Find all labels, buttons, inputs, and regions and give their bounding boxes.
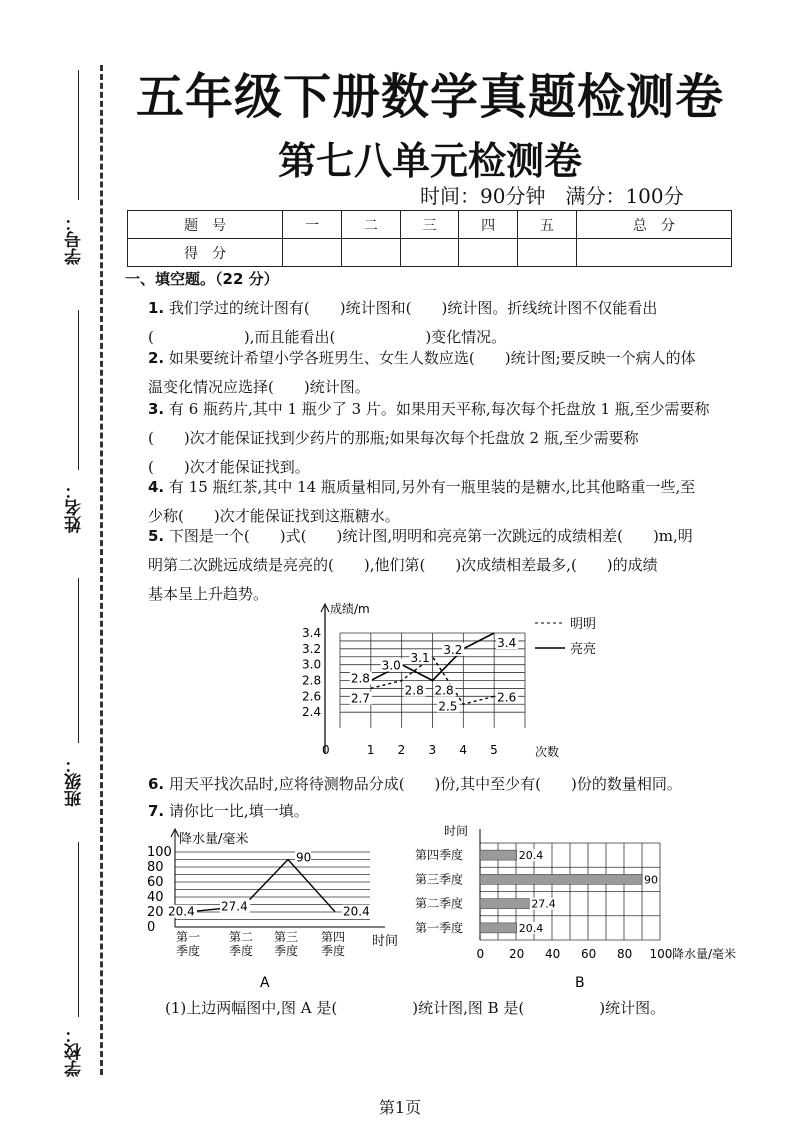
score-input-cell[interactable] — [459, 239, 518, 267]
question-text: 基本呈上升趋势。 — [148, 585, 269, 603]
point-label: 20.4 — [343, 904, 370, 919]
exam-title: 五年级下册数学真题检测卷 — [135, 69, 724, 125]
y-tick-label: 2.6 — [302, 689, 322, 704]
x-tick-label: 季度 — [274, 944, 299, 958]
x-tick-label: 80 — [617, 947, 633, 961]
x-tick-label: 3 — [428, 743, 437, 757]
y-tick-label: 3.4 — [302, 626, 322, 640]
name-label: 姓名： — [65, 482, 85, 534]
y-tick-label: 40 — [147, 890, 164, 905]
question-text: ( )次才能保证找到。 — [148, 458, 310, 476]
question-2 — [148, 344, 738, 402]
point-label: 2.6 — [497, 690, 517, 705]
school-line — [78, 842, 79, 1017]
y-tick-label: 第二季度 — [415, 896, 464, 911]
class-line — [78, 578, 79, 743]
x-axis-label: 时间 — [372, 934, 399, 949]
point-label: 90 — [296, 850, 312, 865]
question-7-1 — [165, 994, 755, 1023]
bar-value-label: 20.4 — [518, 921, 544, 935]
long-jump-line-chart — [300, 598, 630, 768]
score-cell: 题 号 — [128, 211, 283, 239]
question-text: ( ),而且能看出( )变化情况。 — [148, 328, 507, 346]
point-label: 2.8 — [404, 683, 424, 698]
y-tick-label: 第一季度 — [415, 920, 464, 935]
y-tick-label: 80 — [147, 860, 164, 875]
y-tick-label: 2.8 — [302, 673, 322, 688]
x-tick-label: 100 — [649, 947, 673, 961]
point-label: 3.2 — [443, 642, 463, 657]
point-label: 2.8 — [434, 683, 454, 698]
student-no-label: 学号： — [65, 214, 85, 266]
binding-dashed-line — [100, 65, 103, 1075]
x-tick-label: 季度 — [321, 944, 346, 958]
x-tick-label: 第二 — [229, 930, 254, 944]
score-input-cell[interactable] — [400, 239, 459, 267]
x-tick-label: 5 — [490, 743, 498, 757]
score-cell: 总 分 — [576, 211, 731, 239]
question-text: (1)上边两幅图中,图 A 是( )统计图,图 B 是( )统计图。 — [165, 999, 666, 1017]
point-label: 3.0 — [381, 658, 401, 673]
point-label: 2.8 — [350, 671, 370, 686]
y-tick-label: 3.0 — [302, 657, 322, 672]
question-text: 用天平找次品时,应将待测物品分成( )份,其中至少有( )份的数量相同。 — [168, 775, 682, 793]
y-tick-label: 2.4 — [302, 705, 322, 720]
point-label: 3.4 — [497, 636, 517, 650]
y-tick-label: 20 — [147, 905, 164, 920]
score-input-cell[interactable] — [341, 239, 400, 267]
question-text: 如果要统计希望小学各班男生、女生人数应选( )统计图;要反映一个病人的体 — [168, 349, 696, 367]
score-cell: 四 — [459, 211, 518, 239]
bar-value-label: 90 — [644, 873, 658, 887]
question-number: 5. — [148, 527, 165, 545]
bar — [480, 899, 529, 909]
question-text: 我们学过的统计图有( )统计图和( )统计图。折线统计图不仅能看出 — [168, 299, 658, 317]
question-number: 7. — [148, 802, 165, 820]
question-text: 下图是一个( )式( )统计图,明明和亮亮第一次跳远的成绩相差( )m,明 — [168, 527, 693, 545]
bar — [480, 923, 517, 933]
x-tick-label: 季度 — [229, 944, 254, 958]
question-text: ( )次才能保证找到少药片的那瓶;如果每次每个托盘放 2 瓶,至少需要称 — [148, 429, 639, 447]
question-number: 2. — [148, 349, 165, 367]
x-tick-label: 60 — [581, 947, 597, 961]
point-label: 2.5 — [438, 699, 458, 714]
bar — [480, 874, 642, 884]
point-label: 27.4 — [221, 899, 248, 914]
score-input-cell[interactable] — [283, 239, 342, 267]
legend-label: 亮亮 — [570, 642, 597, 657]
question-7 — [148, 797, 738, 826]
x-tick-label: 1 — [366, 743, 375, 757]
name-line — [78, 310, 79, 470]
question-text: 温变化情况应选择( )统计图。 — [148, 378, 370, 396]
chart-caption: A — [260, 975, 270, 991]
y-tick-label: 第三季度 — [415, 872, 464, 887]
score-cell: 三 — [400, 211, 459, 239]
bar — [480, 850, 517, 860]
x-axis-label: 降水量/毫米 — [672, 947, 737, 961]
x-tick-label: 2 — [397, 743, 406, 757]
question-number: 3. — [148, 400, 165, 418]
question-text: 有 15 瓶红茶,其中 14 瓶质量相同,另外有一瓶里装的是糖水,比其他略重一些,至 — [168, 478, 696, 496]
question-number: 1. — [148, 299, 165, 317]
x-tick-label: 第三 — [274, 930, 299, 944]
y-axis-label: 时间 — [444, 825, 469, 838]
x-tick-label: 20 — [509, 947, 525, 961]
x-tick-label: 4 — [459, 743, 467, 757]
y-axis-label: 降水量/毫米 — [179, 832, 249, 847]
score-cell: 得 分 — [128, 239, 283, 267]
question-number: 4. — [148, 478, 165, 496]
student-no-line — [78, 70, 79, 200]
question-3 — [148, 395, 738, 482]
question-6 — [148, 770, 738, 799]
x-tick-label: 第一 — [176, 930, 201, 944]
point-label: 20.4 — [168, 904, 195, 919]
x-tick-label: 第四 — [321, 930, 346, 944]
y-tick-label: 0 — [147, 920, 156, 935]
rainfall-bar-chart-b — [410, 825, 750, 995]
chart-caption: B — [575, 975, 585, 991]
y-tick-label: 100 — [147, 845, 172, 860]
class-label: 班级： — [65, 756, 85, 808]
time-info: 时间：90分钟 满分：100分 — [420, 184, 684, 208]
question-text: 有 6 瓶药片,其中 1 瓶少了 3 片。如果用天平称,每次每个托盘放 1 瓶,至少需要称 — [168, 400, 710, 418]
score-cell: 二 — [341, 211, 400, 239]
x-tick-label: 0 — [322, 743, 330, 757]
bar-value-label: 20.4 — [518, 849, 544, 863]
y-tick-label: 60 — [147, 875, 164, 890]
y-tick-label: 第四季度 — [415, 848, 464, 863]
y-axis-label: 成绩/m — [330, 602, 370, 616]
question-text: 请你比一比,填一填。 — [168, 802, 309, 820]
x-tick-label: 40 — [545, 947, 561, 961]
bar-value-label: 27.4 — [531, 897, 556, 911]
score-input-cell[interactable] — [518, 239, 577, 267]
x-axis-label: 次数 — [535, 745, 560, 759]
legend-label: 明明 — [570, 617, 597, 632]
question-text: 明第二次跳远成绩是亮亮的( ),他们第( )次成绩相差最多,( )的成绩 — [148, 556, 658, 574]
section-title: 一、填空题。（22 分） — [125, 270, 279, 288]
question-text: 少称( )次才能保证找到这瓶糖水。 — [148, 507, 400, 525]
score-cell: 五 — [518, 211, 577, 239]
point-label: 2.7 — [350, 691, 370, 706]
page-number: 第1页 — [378, 1098, 422, 1117]
exam-subtitle: 第七八单元检测卷 — [277, 139, 582, 183]
question-number: 6. — [148, 775, 165, 793]
score-table — [127, 210, 732, 267]
school-label: 学校： — [65, 1026, 85, 1078]
score-input-cell[interactable] — [576, 239, 731, 267]
x-tick-label: 季度 — [176, 944, 201, 958]
score-cell: 一 — [283, 211, 342, 239]
score-table-row-score — [128, 239, 732, 267]
rainfall-line-chart-a — [140, 825, 420, 995]
x-tick-label: 0 — [476, 947, 485, 961]
y-tick-label: 3.2 — [302, 641, 322, 656]
question-5 — [148, 522, 738, 609]
score-table-row-header — [128, 211, 732, 239]
point-label: 3.1 — [410, 650, 430, 665]
